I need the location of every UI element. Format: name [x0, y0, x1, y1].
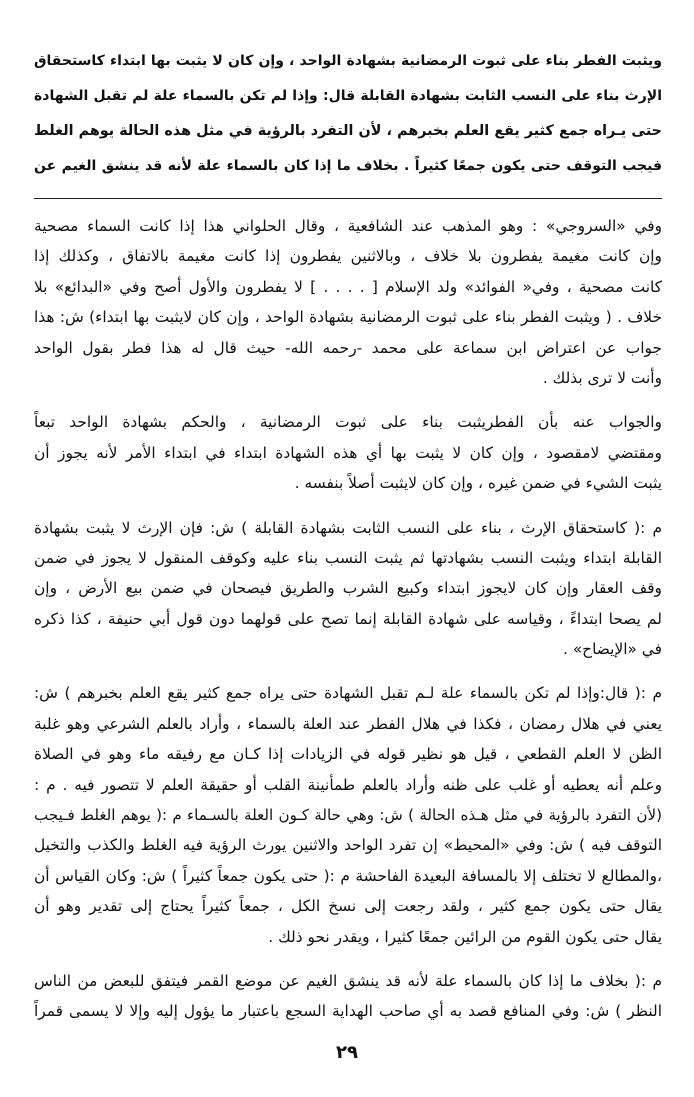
commentary-line: يعني في هلال رمضان ، فكذا في هلال الفطر عند العلة بالسماء ، وأراد بالعلم الشرعي وهو غلبة [34, 714, 662, 733]
main-line: ويثبت الفطر بناء على ثبوت الرمضانية بشهادة الواحد ، وإن كان لا يثبت بها ابتداء كاستحقاق [34, 53, 662, 69]
commentary-paragraph [34, 966, 662, 1027]
commentary-paragraph [34, 513, 662, 665]
main-line: حتى يـراه جمع كثير يقع العلم بخبرهم ، لأن التفرد بالرؤية في مثل هذه الحالة يوهم الغلط [34, 123, 662, 139]
commentary-line: التوقف فيه ) ش: وفي «المحيط» إن تفرد الواحد والاثنين يورث الرؤية فيه الغلط والكذب والتخيل [34, 836, 662, 855]
commentary-line: وقف العقار وإن كان لايجوز ابتداء وكبيع الشرب والطريق فيصحان في ضمن بيع الأرض ، وإن [34, 579, 662, 598]
commentary-line: النظر ) ش: وفي المنافع قصد به أي صاحب الهداية السجع باعتبار ما يؤول إليه وإلا لا يسمى قمراً [34, 1002, 662, 1021]
commentary-paragraph [34, 407, 662, 498]
commentary-line: وإن كانت مغيمة يفطرون بلا خلاف ، وبالاثنين يفطرون إذا كانت مغيمة بالاتفاق ، وكذلك إذا [34, 247, 662, 266]
page-body [34, 44, 662, 1027]
commentary-line: يقال حتى يكون جمع كثير ، ولقد رجعت إلى نسخ الكل ، جمعاً كثيراً يحتاج إلى تقدير وهو أن [34, 897, 662, 916]
commentary-line: جواب عن اعتراض ابن سماعة على محمد -رحمه الله- حيث قال له هذا فطر بقول الواحد [34, 338, 662, 357]
commentary-line: م :( كاستحقاق الإرث ، بناء على النسب الثابت بشهادة القابلة ) ش: فإن الإرث لا يثبت بشهادة [34, 518, 662, 537]
commentary-line: خلاف . ( ويثبت الفطر بناء على ثبوت الرمضانية بشهادة الواحد ، وإن كان لايثبت بها ابتداء) ش: هذا [34, 308, 662, 327]
commentary [34, 211, 662, 1027]
main-text [34, 44, 662, 184]
commentary-line: يقال حتى يكون القوم من الرائين جمعًا كثيرا ، ويقدر نحو ذلك . [268, 927, 662, 946]
separator-rule [34, 198, 662, 199]
main-line: فيجب التوقف حتى يكون جمعًا كثيراً . بخلاف ما إذا كان بالسماء علة لأنه قد ينشق الغيم عن [34, 158, 662, 174]
commentary-line: م :( قال:وإذا لم تكن بالسماء علة لـم تقبل الشهادة حتى يراه جمع كثير يقع العلم بخبرهم ) ش: [34, 684, 662, 703]
commentary-line: ،والمطالع لا تختلف إلا بالمسافة البعيدة الفاحشة م :( حتى يكون جمعاً كثيراً ) ش: وكان القياس أن [34, 866, 662, 885]
commentary-line: والجواب عنه بأن الفطريثبت بناء على ثبوت الرمضانية ، والحكم بشهادة الواحد تبعاً [34, 413, 662, 432]
commentary-line: وأنت لا ترى بذلك . [542, 368, 662, 387]
commentary-line: لم يصحا ابتداءً ، وقياسه على شهادة القابلة إنما تصح على قولهما دون قول أبي حنيفة ، كذا ذكره [34, 609, 662, 628]
commentary-line: وفي «السروجي» : وهو المذهب عند الشافعية ، وقال الحلواني هذا إذا كانت السماء مصحية [34, 217, 662, 235]
commentary-paragraph [34, 211, 662, 393]
commentary-line: وعلم أنه يعطيه أو غلب على ظنه وأراد بالعلم طمأنينة القلب أو حقيقة العلم لا تتصور فيه . م : [34, 775, 662, 794]
commentary-line: م :( بخلاف ما إذا كان بالسماء علة لأنه قد ينشق الغيم عن موضع القمر فيتفق للبعض من الناس [34, 971, 662, 990]
page-number: ٢٩ [336, 1042, 358, 1063]
commentary-line: ومقتضي لامقصود ، وإن كان لا يثبت بها أي هذه الشهادة ابتداء في ابتداء الأمر لأنه يجوز أن [34, 443, 662, 462]
commentary-line: يثبت الشيء في ضمن غيره ، وإن كان لايثبت أصلاً بنفسه . [294, 474, 662, 493]
main-line: الإرث بناء على النسب الثابت بشهادة القابلة قال: وإذا لم تكن بالسماء علة لم تقبل الشهادة [34, 88, 662, 104]
commentary-line: في «الإيضاح» . [562, 640, 662, 659]
commentary-paragraph [34, 678, 662, 952]
commentary-line: كانت مصحية ، وفي« الفوائد» ولد الإسلام [ . . . . ] لا يفطرون والأول أصح وفي «البدائع» بلا [34, 277, 662, 296]
commentary-line: الظن لا العلم القطعي ، قيل هو نظير قوله في الزيادات إذا كـان مع رفيقه ماء وهو في الصلاة [34, 745, 662, 764]
commentary-line: (لأن التفرد بالرؤية في مثل هـذه الحالة ) ش: وهي حالة كـون العلة بالسـماء م :( يوهم الغلط فـيجب [34, 806, 662, 825]
commentary-line: القابلة ابتداء ويثبت النسب بشهادتها ثم يثبت النسب بناء عليه وكوقف المنقول لا يجوز في ضمن [34, 548, 662, 567]
